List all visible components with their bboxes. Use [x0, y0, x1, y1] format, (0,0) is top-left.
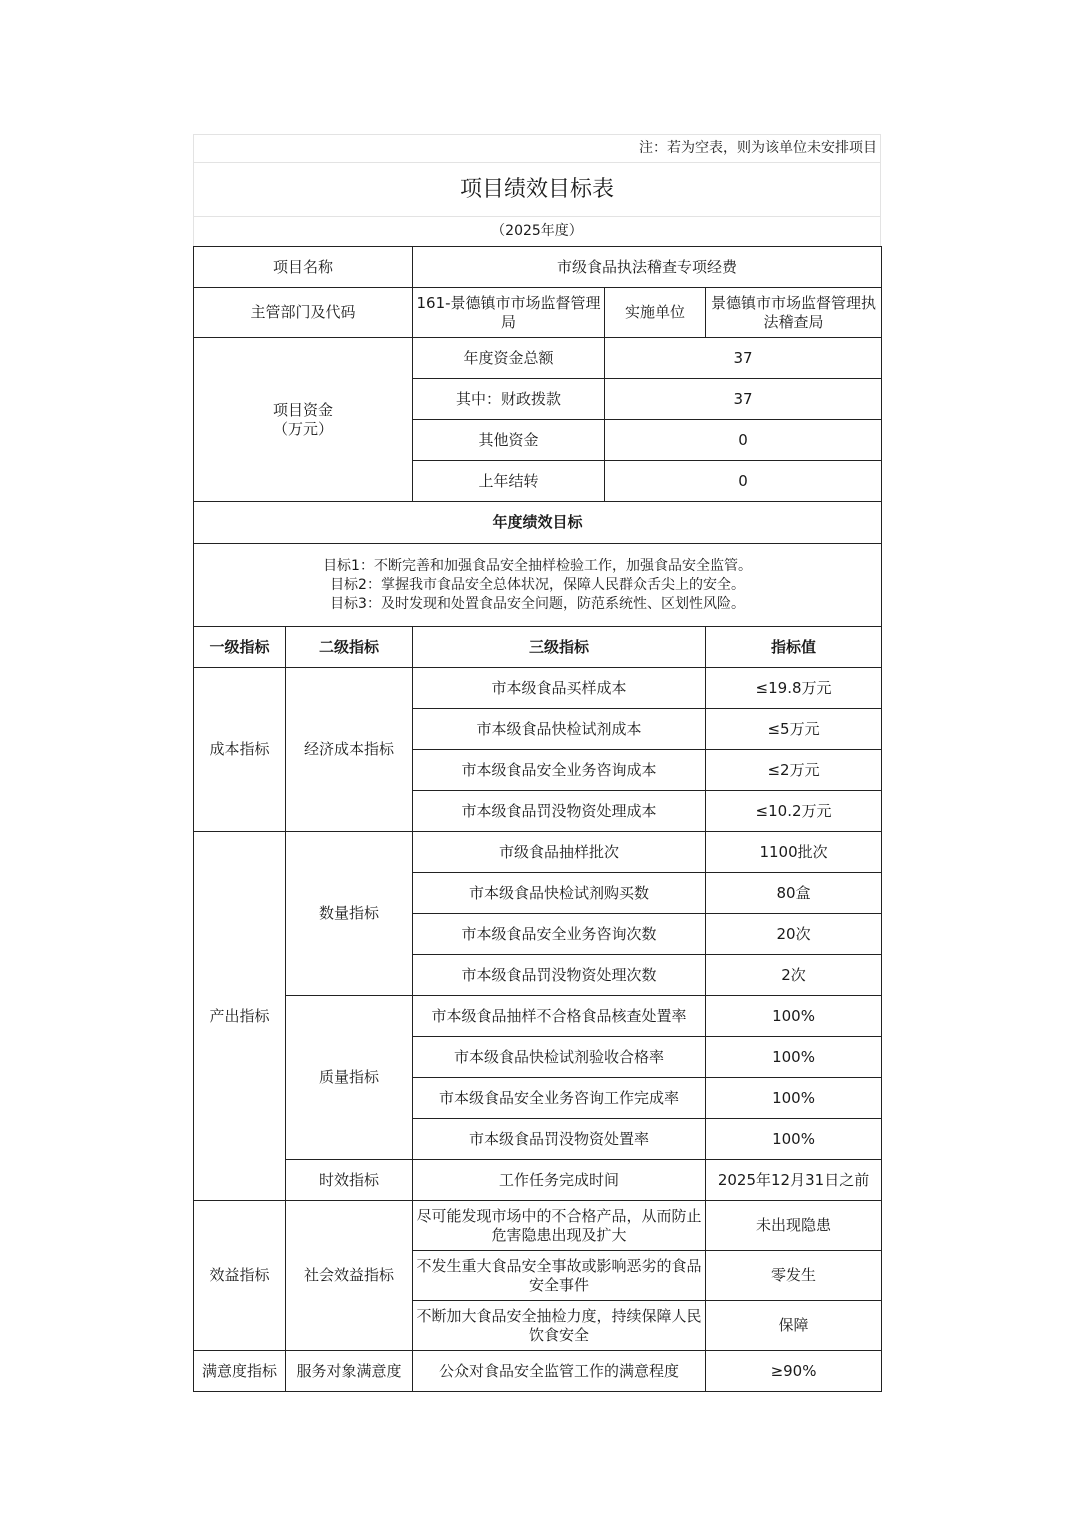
dept-label: 主管部门及代码 — [194, 288, 413, 338]
timeliness-level2: 时效指标 — [286, 1160, 413, 1201]
impl-value: 景德镇市市场监督管理执法稽查局 — [706, 288, 882, 338]
indicator-value: 100% — [706, 996, 882, 1037]
indicator-level3: 不断加大食品安全抽检力度，持续保障人民饮食安全 — [413, 1301, 706, 1351]
indicator-level3: 市本级食品安全业务咨询次数 — [413, 914, 706, 955]
dept-value: 161-景德镇市市场监督管理局 — [413, 288, 605, 338]
indicator-level3: 市本级食品罚没物资处理成本 — [413, 791, 706, 832]
indicator-value: 100% — [706, 1078, 882, 1119]
funds-row-value: 0 — [605, 420, 882, 461]
indicator-level3: 公众对食品安全监管工作的满意程度 — [413, 1351, 706, 1392]
funds-unit: （万元） — [273, 419, 334, 438]
indicator-value: ≤2万元 — [706, 750, 882, 791]
project-name-value: 市级食品执法稽查专项经费 — [413, 247, 882, 288]
impl-label: 实施单位 — [605, 288, 706, 338]
indicator-level3: 市本级食品罚没物资处置率 — [413, 1119, 706, 1160]
indicator-level3: 市本级食品快检试剂购买数 — [413, 873, 706, 914]
header-level3: 三级指标 — [413, 627, 706, 668]
indicator-level3: 市级食品抽样批次 — [413, 832, 706, 873]
header-level1: 一级指标 — [194, 627, 286, 668]
satisfaction-level1: 满意度指标 — [194, 1351, 286, 1392]
funds-row-value: 0 — [605, 461, 882, 502]
indicator-level3: 市本级食品安全业务咨询成本 — [413, 750, 706, 791]
cost-level1: 成本指标 — [194, 668, 286, 832]
indicator-level3: 市本级食品罚没物资处理次数 — [413, 955, 706, 996]
indicator-level3: 市本级食品快检试剂成本 — [413, 709, 706, 750]
annual-goal-heading: 年度绩效目标 — [194, 502, 882, 544]
funds-row-label: 上年结转 — [413, 461, 605, 502]
goal-item: 目标3：及时发现和处置食品安全问题，防范系统性、区划性风险。 — [330, 595, 745, 612]
indicator-level3: 市本级食品快检试剂验收合格率 — [413, 1037, 706, 1078]
indicator-value: ≤10.2万元 — [706, 791, 882, 832]
header-block — [193, 134, 881, 246]
header-value: 指标值 — [706, 627, 882, 668]
quality-level2: 质量指标 — [286, 996, 413, 1160]
indicator-value: 未出现隐患 — [706, 1201, 882, 1251]
annual-goal-list — [194, 544, 882, 627]
funds-row-value: 37 — [605, 338, 882, 379]
indicator-level3: 尽可能发现市场中的不合格产品，从而防止危害隐患出现及扩大 — [413, 1201, 706, 1251]
indicator-level3: 工作任务完成时间 — [413, 1160, 706, 1201]
benefit-level1: 效益指标 — [194, 1201, 286, 1351]
indicator-level3: 市本级食品抽样不合格食品核查处置率 — [413, 996, 706, 1037]
fiscal-year: （2025年度） — [491, 223, 583, 239]
quantity-level2: 数量指标 — [286, 832, 413, 996]
page-title: 项目绩效目标表 — [194, 163, 880, 217]
funds-row-value: 37 — [605, 379, 882, 420]
project-name-label: 项目名称 — [194, 247, 413, 288]
indicator-value: 80盒 — [706, 873, 882, 914]
satisfaction-level2: 服务对象满意度 — [286, 1351, 413, 1392]
goal-item: 目标2：掌握我市食品安全总体状况，保障人民群众舌尖上的安全。 — [330, 576, 745, 593]
indicator-value: ≥90% — [706, 1351, 882, 1392]
funds-row-label: 其他资金 — [413, 420, 605, 461]
indicator-level3: 不发生重大食品安全事故或影响恶劣的食品安全事件 — [413, 1251, 706, 1301]
indicator-value: 零发生 — [706, 1251, 882, 1301]
goal-item: 目标1：不断完善和加强食品安全抽样检验工作，加强食品安全监管。 — [323, 557, 752, 574]
indicator-value: 保障 — [706, 1301, 882, 1351]
funds-label-cell — [194, 338, 413, 502]
header-level2: 二级指标 — [286, 627, 413, 668]
funds-row-label: 其中：财政拨款 — [413, 379, 605, 420]
benefit-level2: 社会效益指标 — [286, 1201, 413, 1351]
indicator-value: 100% — [706, 1119, 882, 1160]
cost-level2: 经济成本指标 — [286, 668, 413, 832]
indicator-level3: 市本级食品安全业务咨询工作完成率 — [413, 1078, 706, 1119]
indicator-value: ≤5万元 — [706, 709, 882, 750]
funds-row-label: 年度资金总额 — [413, 338, 605, 379]
performance-table — [193, 246, 882, 1392]
funds-label: 项目资金 — [273, 400, 334, 419]
indicator-value: 1100批次 — [706, 832, 882, 873]
indicator-value: 20次 — [706, 914, 882, 955]
empty-table-note: 注：若为空表，则为该单位未安排项目 — [194, 135, 880, 163]
indicator-value: 2025年12月31日之前 — [706, 1160, 882, 1201]
indicator-level3: 市本级食品买样成本 — [413, 668, 706, 709]
performance-target-document — [193, 134, 881, 1392]
indicator-value: 100% — [706, 1037, 882, 1078]
output-level1: 产出指标 — [194, 832, 286, 1201]
indicator-value: ≤19.8万元 — [706, 668, 882, 709]
indicator-value: 2次 — [706, 955, 882, 996]
